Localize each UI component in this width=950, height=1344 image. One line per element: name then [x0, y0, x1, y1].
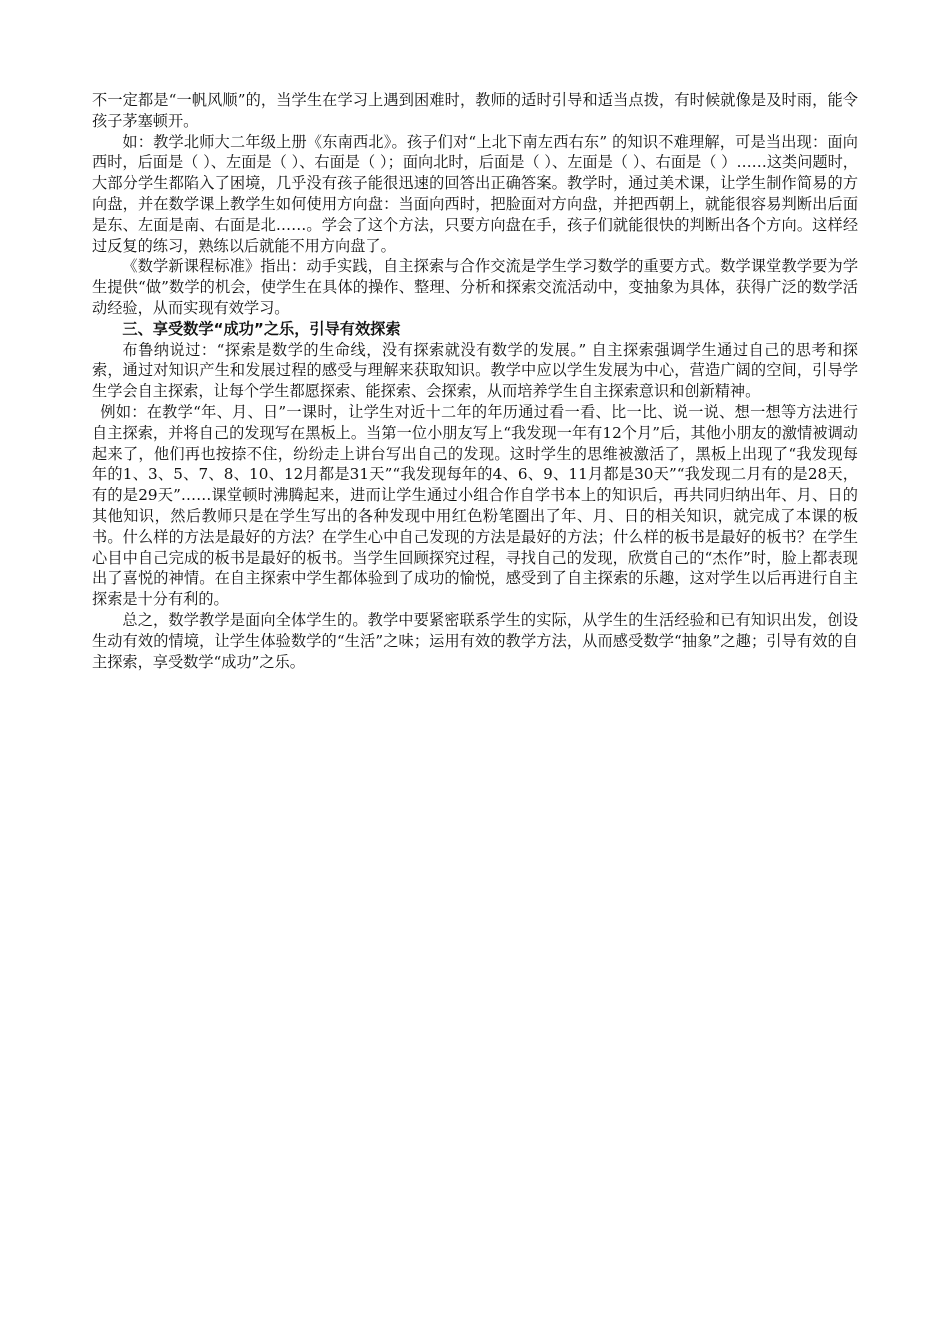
document-page [92, 90, 858, 672]
paragraph-example-directions: 如：教学北师大二年级上册《东南西北》。孩子们对“上北下南左西右东” 的知识不难理解，可是当出现：面向西时，后面是（ ）、左面是（ ）、右面是（ ）；面向北时，后面是（ ）、左面是（ ）、右面是（ ）……这类问题时，大部分学生都陷入了困境，几乎没有孩子能很迅速的回答出正确答案。教学时，通过美术课，让学生制作简易的方向盘，并在数学课上教学生如何使用方向盘：当面向西时，把脸面对方向盘，并把西朝上，就能很容易判断出后面是东、左面是南、右面是北……。学会了这个方法，只要方向盘在手，孩子们就能很快的判断出各个方向。这样经过反复的练习，熟练以后就能不用方向盘了。 [92, 132, 858, 255]
paragraph-example-calendar: 例如：在教学“年、月、日”一课时，让学生对近十二年的年历通过看一看、比一比、说一说、想一想等方法进行自主探索，并将自己的发现写在黑板上。当第一位小朋友写上“我发现一年有12个月”后，其他小朋友的激情被调动起来了，他们再也按捺不住，纷纷走上讲台写出自己的发现。这时学生的思维被激活了，黑板上出现了“我发现每年的1、3、5、7、8、10、12月都是31天”“我发现每年的4、6、9、11月都是30天”“我发现二月有的是28天，有的是29天”……课堂顿时沸腾起来，进而让学生通过小组合作自学书本上的知识后，再共同归纳出年、月、日的其他知识，然后教师只是在学生写出的各种发现中用红色粉笔圈出了年、月、日的相关知识，就完成了本课的板书。什么样的方法是最好的方法？在学生心中自己发现的方法是最好的方法；什么样的板书是最好的板书？在学生心目中自己完成的板书是最好的板书。当学生回顾探究过程，寻找自己的发现，欣赏自己的“杰作”时，脸上都表现出了喜悦的神情。在自主探索中学生都体验到了成功的愉悦，感受到了自主探索的乐趣，这对学生以后再进行自主探索是十分有利的。 [92, 402, 858, 609]
paragraph-continuation: 不一定都是“一帆风顺”的，当学生在学习上遇到困难时，教师的适时引导和适当点拨，有时候就像是及时雨，能令孩子茅塞顿开。 [92, 91, 858, 130]
paragraph-curriculum-standard: 《数学新课程标准》指出：动手实践，自主探索与合作交流是学生学习数学的重要方式。数学课堂教学要为学生提供“做”数学的机会，使学生在具体的操作、整理、分析和探索交流活动中，变抽象为具体，获得广泛的数学活动经验，从而实现有效学习。 [92, 257, 858, 317]
paragraph-conclusion: 总之，数学教学是面向全体学生的。教学中要紧密联系学生的实际，从学生的生活经验和已有知识出发，创设生动有效的情境，让学生体验数学的“生活”之味；运用有效的教学方法，从而感受数学“抽象”之趣；引导有效的自主探索，享受数学“成功”之乐。 [92, 610, 858, 671]
paragraph-bruner-quote: 布鲁纳说过：“探索是数学的生命线，没有探索就没有数学的发展。” 自主探索强调学生通过自己的思考和探索，通过对知识产生和发展过程的感受与理解来获取知识。教学中应以学生发展为中心，营造广阔的空间，引导学生学会自主探索，让每个学生都愿探索、能探索、会探索，从而培养学生自主探索意识和创新精神。 [92, 340, 858, 401]
section-heading-three: 三、享受数学“成功”之乐，引导有效探索 [122, 319, 401, 338]
